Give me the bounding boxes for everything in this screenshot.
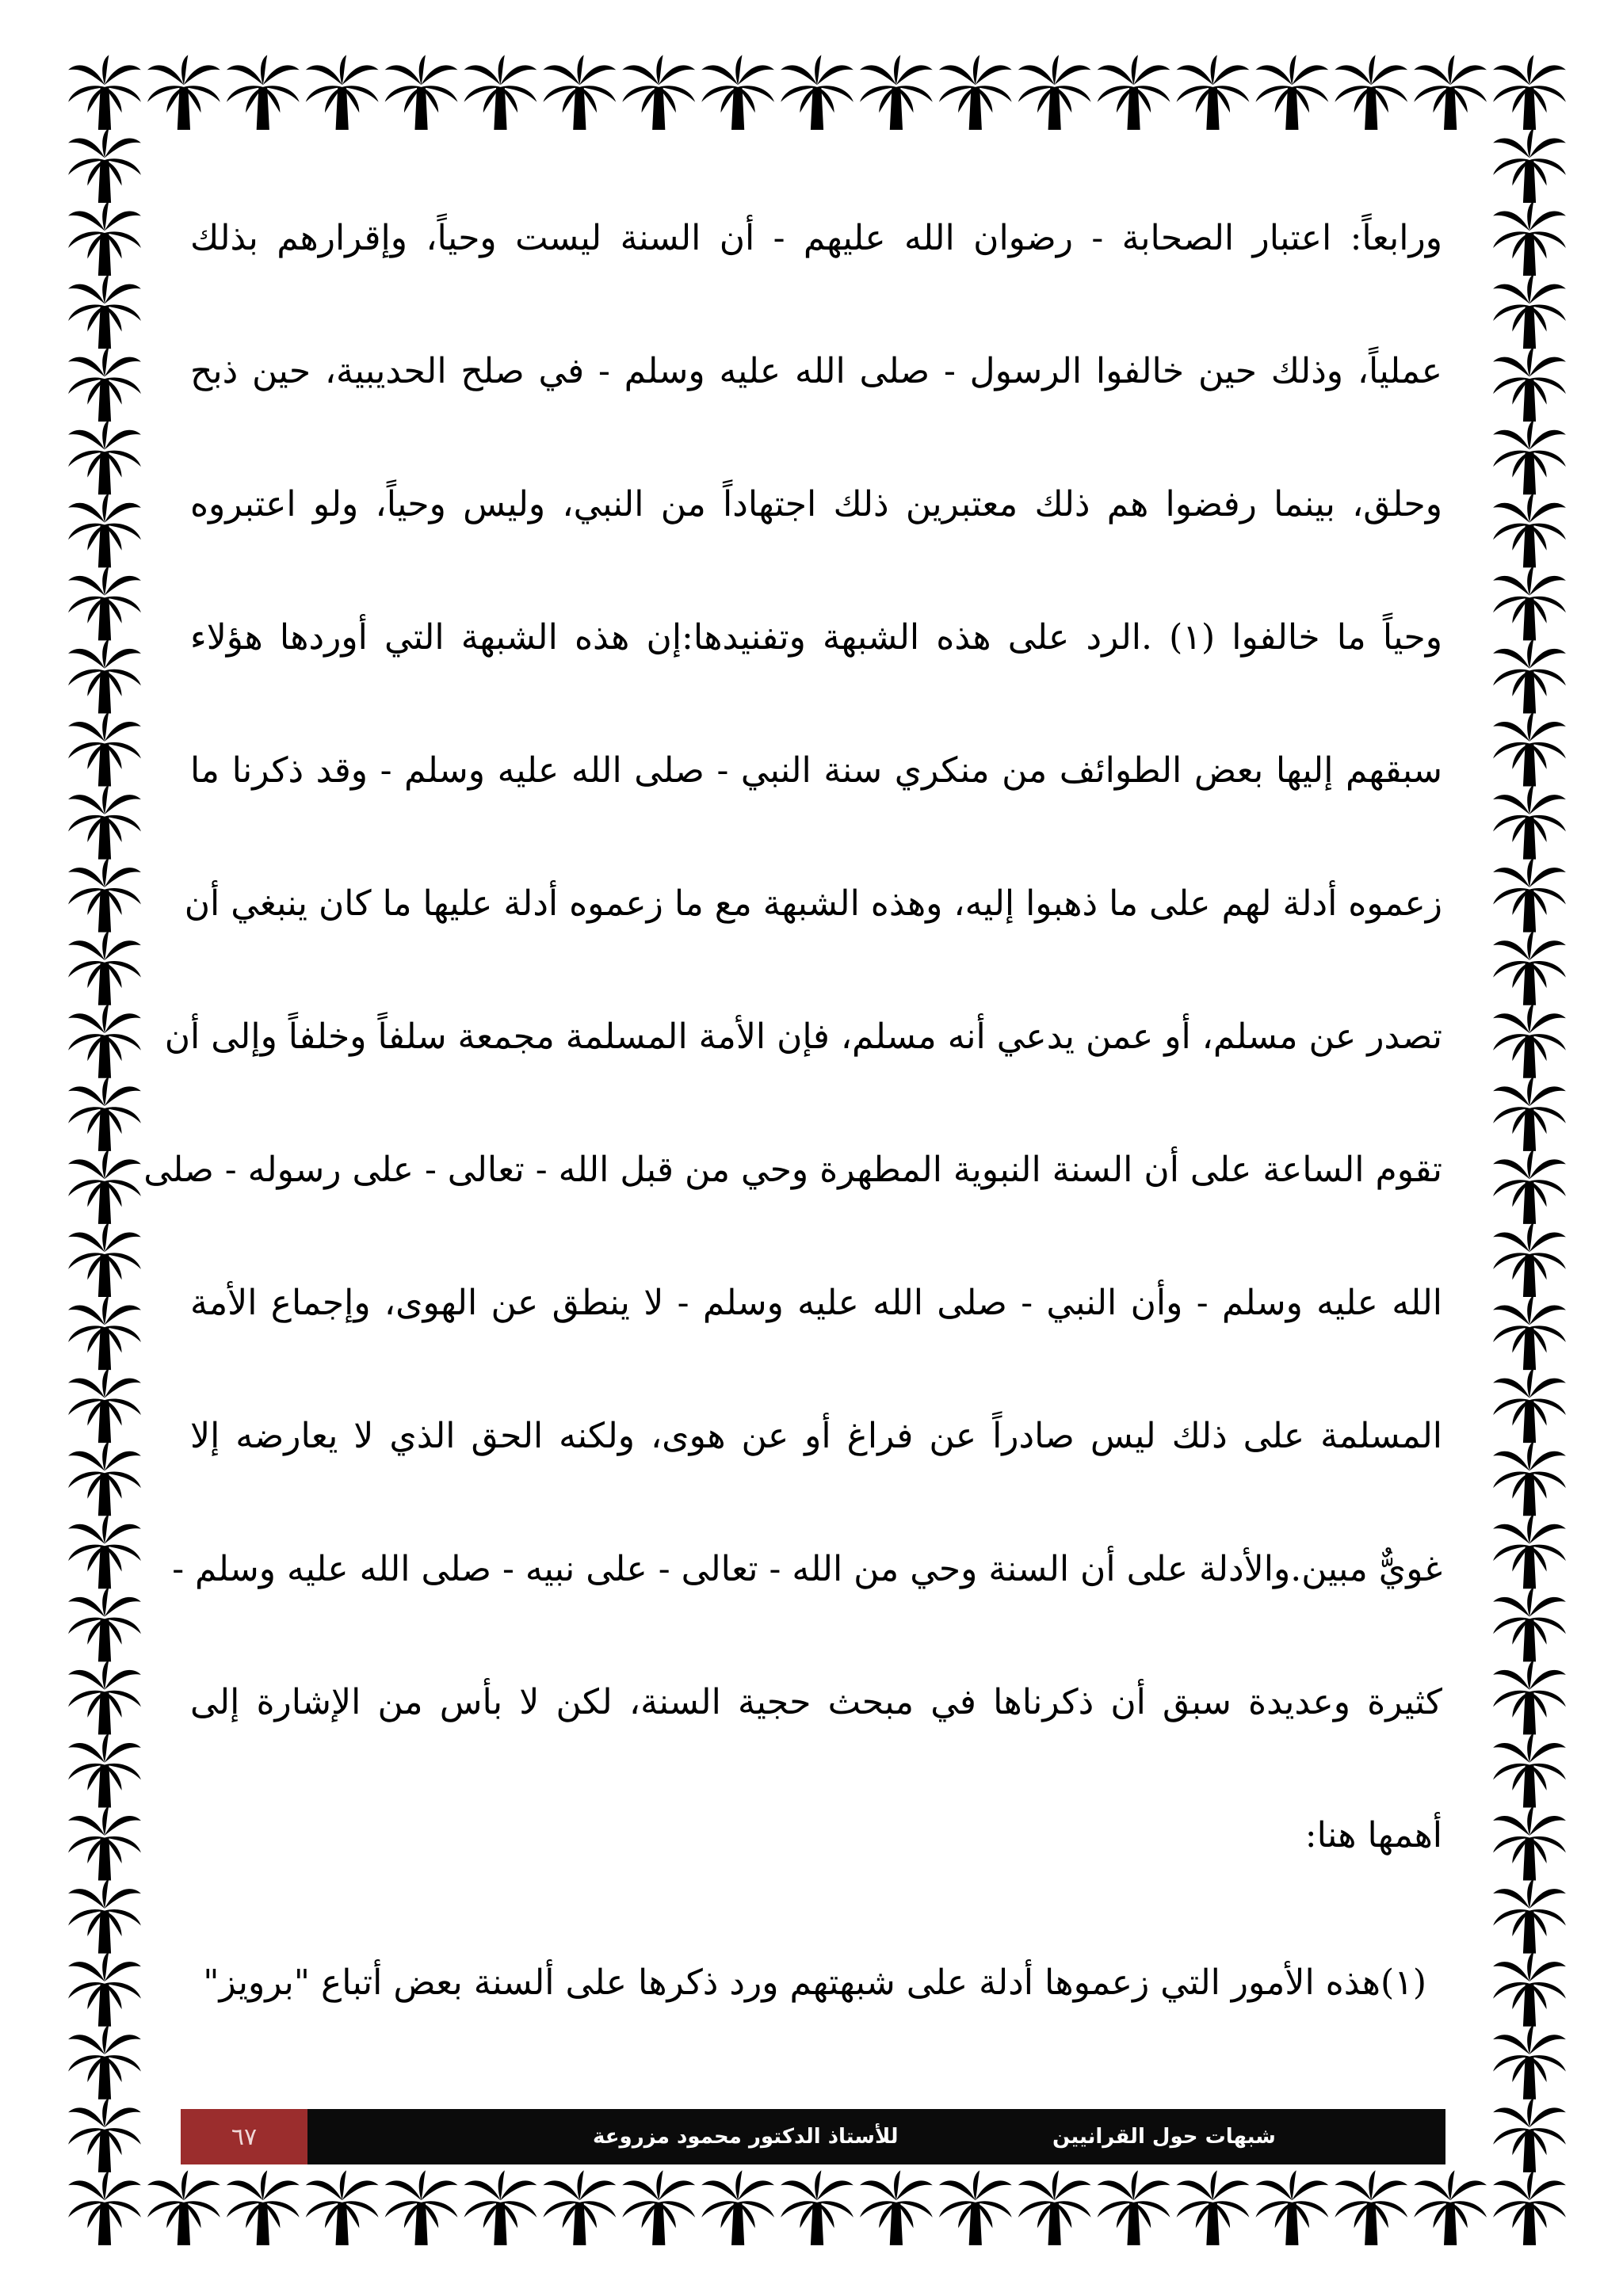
palm-tree-icon <box>1493 274 1566 349</box>
palm-tree-icon <box>68 930 141 1005</box>
palm-tree-icon <box>1493 1441 1566 1516</box>
body-text <box>143 195 1442 2027</box>
footnote: (١)هذه الأمور التي زعموها أدلة على شبهتهم ورد ذكرها على ألسنة بعض أتباع "برويز" <box>203 1962 1426 2003</box>
palm-tree-icon <box>1493 128 1566 203</box>
palm-tree-icon <box>1493 639 1566 714</box>
palm-tree-icon <box>68 1660 141 1735</box>
palm-tree-icon <box>781 2170 854 2245</box>
palm-tree-icon <box>147 2170 220 2245</box>
palm-tree-icon <box>68 1441 141 1516</box>
palm-tree-icon <box>68 1149 141 1224</box>
text-line: كثيرة وعديدة سبق أن ذكرناها في مبحث حجية السنة، لكن لا بأس من الإشارة إلى <box>190 1682 1442 1722</box>
palm-tree-icon <box>1493 420 1566 495</box>
palm-tree-icon <box>68 420 141 495</box>
palm-tree-icon <box>622 55 695 129</box>
palm-tree-icon <box>68 274 141 349</box>
palm-tree-icon <box>1493 711 1566 787</box>
palm-tree-icon <box>781 55 854 129</box>
palm-tree-icon <box>1414 2170 1487 2245</box>
palm-tree-icon <box>1493 1368 1566 1444</box>
palm-tree-icon <box>68 1222 141 1298</box>
palm-tree-icon <box>68 128 141 203</box>
palm-tree-icon <box>68 639 141 714</box>
palm-tree-icon <box>1493 2097 1566 2172</box>
palm-tree-icon <box>227 55 300 129</box>
palm-tree-icon <box>68 2097 141 2172</box>
palm-tree-icon <box>1335 55 1407 129</box>
palm-tree-icon <box>1493 1587 1566 1661</box>
palm-tree-icon <box>227 2170 300 2245</box>
text-line: وحلق، بينما رفضوا هم ذلك معتبرين ذلك اجتهاداً من النبي، وليس وحياً، ولو اعتبروه <box>190 484 1442 524</box>
palm-tree-icon <box>1493 1295 1566 1371</box>
palm-tree-icon <box>1493 55 1566 129</box>
text-line: عملياً، وذلك حين خالفوا الرسول - صلى الله عليه وسلم - في صلح الحديبية، حين ذبح <box>190 351 1442 391</box>
palm-tree-icon <box>1018 2170 1091 2245</box>
palm-tree-icon <box>701 2170 774 2245</box>
palm-tree-icon <box>860 2170 933 2245</box>
palm-tree-icon <box>1255 2170 1328 2245</box>
palm-tree-icon <box>147 55 220 129</box>
palm-tree-icon <box>1493 201 1566 277</box>
palm-tree-icon <box>68 493 141 568</box>
palm-tree-icon <box>543 55 616 129</box>
text-line: سبقهم إليها بعض الطوائف من منكري سنة النبي - صلى الله عليه وسلم - وقد ذكرنا ما <box>190 750 1442 791</box>
palm-tree-icon <box>1493 1806 1566 1881</box>
palm-tree-icon <box>385 2170 458 2245</box>
palm-tree-icon <box>1493 1514 1566 1589</box>
palm-tree-icon <box>939 2170 1012 2245</box>
text-line: وحياً ما خالفوا (١) .الرد على هذه الشبهة وتفنيدها:إن هذه الشبهة التي أوردها هؤلاء <box>190 617 1442 658</box>
palm-tree-icon <box>1493 1076 1566 1151</box>
palm-tree-icon <box>68 784 141 860</box>
palm-tree-icon <box>68 1878 141 1954</box>
palm-tree-icon <box>68 566 141 641</box>
palm-tree-icon <box>68 1295 141 1371</box>
palm-tree-icon <box>939 55 1012 129</box>
palm-tree-icon <box>1493 347 1566 422</box>
palm-tree-icon <box>464 2170 537 2245</box>
palm-tree-icon <box>1177 2170 1250 2245</box>
footer-bar <box>181 2109 1445 2164</box>
palm-tree-icon <box>1493 1660 1566 1735</box>
palm-tree-icon <box>701 55 774 129</box>
palm-tree-icon <box>68 1368 141 1444</box>
palm-tree-icon <box>68 857 141 933</box>
palm-tree-icon <box>1255 55 1328 129</box>
palm-tree-icon <box>464 55 537 129</box>
palm-tree-icon <box>1493 930 1566 1005</box>
palm-tree-icon <box>306 2170 379 2245</box>
palm-tree-icon <box>1493 1951 1566 2027</box>
palm-tree-icon <box>68 1806 141 1881</box>
text-line: زعموه أدلة لهم على ما ذهبوا إليه، وهذه الشبهة مع ما زعموه أدلة عليها ما كان ينبغي أن <box>184 883 1442 924</box>
palm-tree-icon <box>68 2024 141 2100</box>
palm-tree-icon <box>1493 566 1566 641</box>
footer-author: للأستاذ الدكتور محمود مزروعة <box>593 2125 899 2149</box>
palm-tree-icon <box>68 347 141 422</box>
palm-tree-icon <box>68 1076 141 1151</box>
palm-tree-icon <box>68 711 141 787</box>
palm-tree-icon <box>1098 2170 1170 2245</box>
palm-tree-icon <box>1493 493 1566 568</box>
palm-tree-icon <box>543 2170 616 2245</box>
page-number: ٦٧ <box>181 2109 307 2164</box>
palm-tree-icon <box>68 1514 141 1589</box>
palm-tree-icon <box>1177 55 1250 129</box>
palm-tree-icon <box>1493 1878 1566 1954</box>
palm-tree-icon <box>1098 55 1170 129</box>
palm-tree-icon <box>1493 784 1566 860</box>
palm-tree-icon <box>385 55 458 129</box>
palm-tree-icon <box>1493 1733 1566 1808</box>
palm-tree-icon <box>1493 1149 1566 1224</box>
palm-tree-icon <box>68 1733 141 1808</box>
palm-tree-icon <box>68 2170 141 2245</box>
palm-tree-icon <box>1018 55 1091 129</box>
text-line: ورابعاً: اعتبار الصحابة - رضوان الله عليهم - أن السنة ليست وحياً، وإقرارهم بذلك <box>190 218 1442 258</box>
palm-tree-icon <box>68 55 141 129</box>
footer-book-title: شبهات حول القرانيين <box>1052 2125 1276 2149</box>
text-line: غويٌّ مبين.والأدلة على أن السنة وحي من الله - تعالى - على نبيه - صلى الله عليه وسلم - <box>172 1549 1442 1589</box>
text-line: أهمها هنا: <box>1304 1815 1442 1855</box>
palm-tree-icon <box>1493 857 1566 933</box>
palm-tree-icon <box>622 2170 695 2245</box>
text-line: تقوم الساعة على أن السنة النبوية المطهرة وحي من قبل الله - تعالى - على رسوله - صلى <box>143 1150 1442 1190</box>
palm-tree-icon <box>68 1951 141 2027</box>
palm-tree-icon <box>1493 1003 1566 1078</box>
palm-tree-icon <box>1493 2024 1566 2100</box>
palm-tree-icon <box>1414 55 1487 129</box>
palm-tree-icon <box>1335 2170 1407 2245</box>
palm-tree-icon <box>1493 1222 1566 1298</box>
palm-tree-icon <box>1493 2170 1566 2245</box>
text-line: الله عليه وسلم - وأن النبي - صلى الله عليه وسلم - لا ينطق عن الهوى، وإجماع الأمة <box>190 1283 1442 1323</box>
palm-tree-icon <box>306 55 379 129</box>
palm-tree-icon <box>68 201 141 277</box>
text-line: تصدر عن مسلم، أو عمن يدعي أنه مسلم، فإن الأمة المسلمة مجمعة سلفاً وخلفاً وإلى أن <box>164 1016 1442 1057</box>
text-line: المسلمة على ذلك ليس صادراً عن فراغ أو عن هوى، ولكنه الحق الذي لا يعارضه إلا <box>190 1416 1442 1456</box>
palm-tree-icon <box>68 1003 141 1078</box>
palm-tree-icon <box>68 1587 141 1661</box>
palm-tree-icon <box>860 55 933 129</box>
